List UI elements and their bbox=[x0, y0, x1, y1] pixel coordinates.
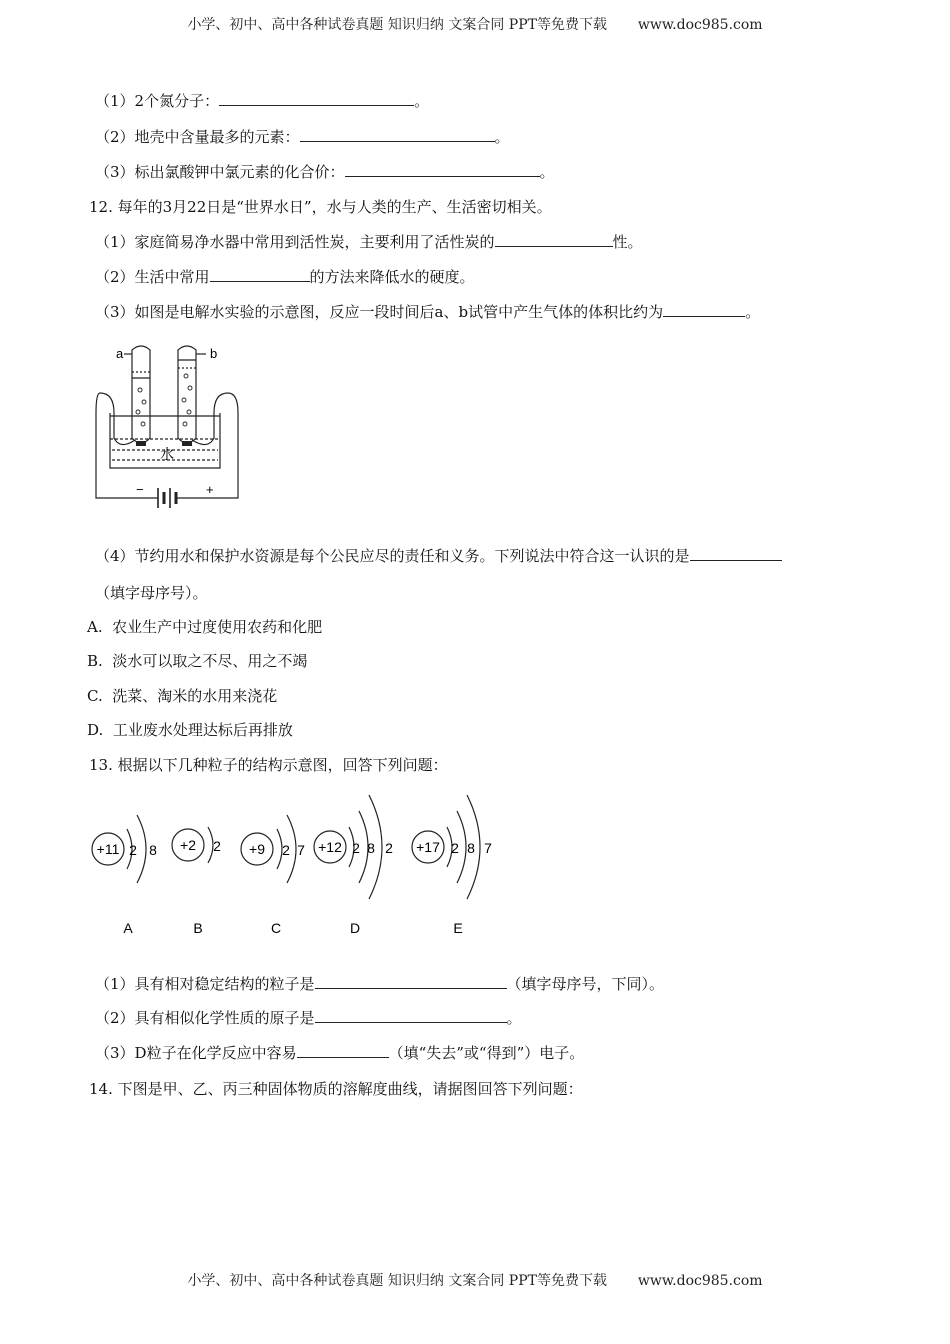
option-b[interactable]: B. 淡水可以取之不尽、用之不竭 bbox=[87, 652, 308, 670]
particle-label-c: C bbox=[270, 920, 282, 936]
shell-b-1: 2 bbox=[213, 838, 221, 854]
q11-item-1: （1）2个氮分子： 。 bbox=[95, 92, 430, 110]
wire-left bbox=[96, 393, 158, 498]
q13-part-1: （1）具有相对稳定结构的粒子是 （填字母序号，下同）。 bbox=[95, 975, 665, 993]
q14-stem: 14. 下图是甲、乙、丙三种固体物质的溶解度曲线，请据图回答下列问题： bbox=[89, 1080, 583, 1098]
header-text: 小学、初中、高中各种试卷真题 知识归纳 文案合同 PPT等免费下载 bbox=[187, 17, 607, 33]
option-c[interactable]: C. 洗菜、淘米的水用来浇花 bbox=[87, 687, 278, 705]
answer-blank[interactable] bbox=[315, 1008, 507, 1023]
electrolysis-diagram bbox=[90, 338, 250, 523]
nucleus-c: +9 bbox=[249, 841, 265, 857]
shell-e-3: 7 bbox=[484, 840, 492, 856]
q12-part-1: （1）家庭简易净水器中常用到活性炭，主要利用了活性炭的 性。 bbox=[95, 233, 643, 251]
shell-c-1: 2 bbox=[282, 842, 290, 858]
q13-part-3: （3）D粒子在化学反应中容易 （填“失去”或“得到”）电子。 bbox=[95, 1044, 585, 1062]
page-header bbox=[0, 14, 950, 34]
shell-d-2: 8 bbox=[367, 840, 375, 856]
footer-text: 小学、初中、高中各种试卷真题 知识归纳 文案合同 PPT等免费下载 bbox=[187, 1273, 607, 1289]
shell-d-1: 2 bbox=[352, 840, 360, 856]
shell-a-1: 2 bbox=[129, 842, 137, 858]
q13-part-2: （2）具有相似化学性质的原子是 。 bbox=[95, 1009, 522, 1027]
answer-blank[interactable] bbox=[690, 546, 782, 561]
footer-site-link[interactable]: www.doc985.com bbox=[637, 1273, 763, 1289]
shell-e-2: 8 bbox=[467, 840, 475, 856]
nucleus-e: +17 bbox=[416, 839, 440, 855]
tube-a bbox=[132, 346, 150, 443]
q12-stem: 12. 每年的3月22日是“世界水日”，水与人类的生产、生活密切相关。 bbox=[89, 198, 552, 216]
nucleus-b: +2 bbox=[180, 837, 196, 853]
particle-label-e: E bbox=[453, 920, 463, 936]
header-site-link[interactable]: www.doc985.com bbox=[637, 17, 763, 33]
answer-blank[interactable] bbox=[297, 1043, 389, 1058]
answer-blank[interactable] bbox=[663, 302, 745, 317]
page-footer bbox=[0, 1270, 950, 1290]
label-b: b bbox=[210, 346, 218, 361]
label-a: a bbox=[116, 346, 124, 361]
q12-part-4: （4）节约用水和保护水资源是每个公民应尽的责任和义务。下列说法中符合这一认识的是 bbox=[95, 545, 782, 566]
q11-item-2: （2）地壳中含量最多的元素： 。 bbox=[95, 128, 510, 146]
shell-e-1: 2 bbox=[451, 840, 459, 856]
answer-blank[interactable] bbox=[300, 127, 495, 142]
label-water: 水 bbox=[160, 446, 174, 462]
shell-a-2: 8 bbox=[149, 842, 157, 858]
particle-structure-diagrams bbox=[85, 785, 505, 945]
q13-stem: 13. 根据以下几种粒子的结构示意图，回答下列问题： bbox=[89, 756, 448, 774]
label-minus: − bbox=[136, 482, 144, 497]
particle-label-a: A bbox=[123, 920, 133, 936]
answer-blank[interactable] bbox=[210, 267, 310, 282]
q12-part-2: （2）生活中常用 的方法来降低水的硬度。 bbox=[95, 268, 475, 286]
particle-label-b: B bbox=[193, 920, 203, 936]
answer-blank[interactable] bbox=[495, 232, 613, 247]
q11-item-3: （3）标出氯酸钾中氯元素的化合价： 。 bbox=[95, 163, 555, 181]
nucleus-d: +12 bbox=[318, 839, 342, 855]
shell-d-3: 2 bbox=[385, 840, 393, 856]
shell-c-2: 7 bbox=[297, 842, 305, 858]
answer-blank[interactable] bbox=[219, 91, 414, 106]
q12-part-4-cont: （填字母序号）。 bbox=[95, 584, 208, 602]
answer-blank[interactable] bbox=[315, 974, 507, 989]
label-plus: + bbox=[206, 482, 214, 497]
option-a[interactable]: A. 农业生产中过度使用农药和化肥 bbox=[87, 618, 323, 636]
nucleus-a: +11 bbox=[96, 841, 120, 857]
option-d[interactable]: D. 工业废水处理达标后再排放 bbox=[87, 721, 293, 739]
q12-part-3: （3）如图是电解水实验的示意图，反应一段时间后a、b试管中产生气体的体积比约为 。 bbox=[95, 303, 761, 321]
particle-label-d: D bbox=[349, 920, 361, 936]
answer-blank[interactable] bbox=[345, 162, 540, 177]
